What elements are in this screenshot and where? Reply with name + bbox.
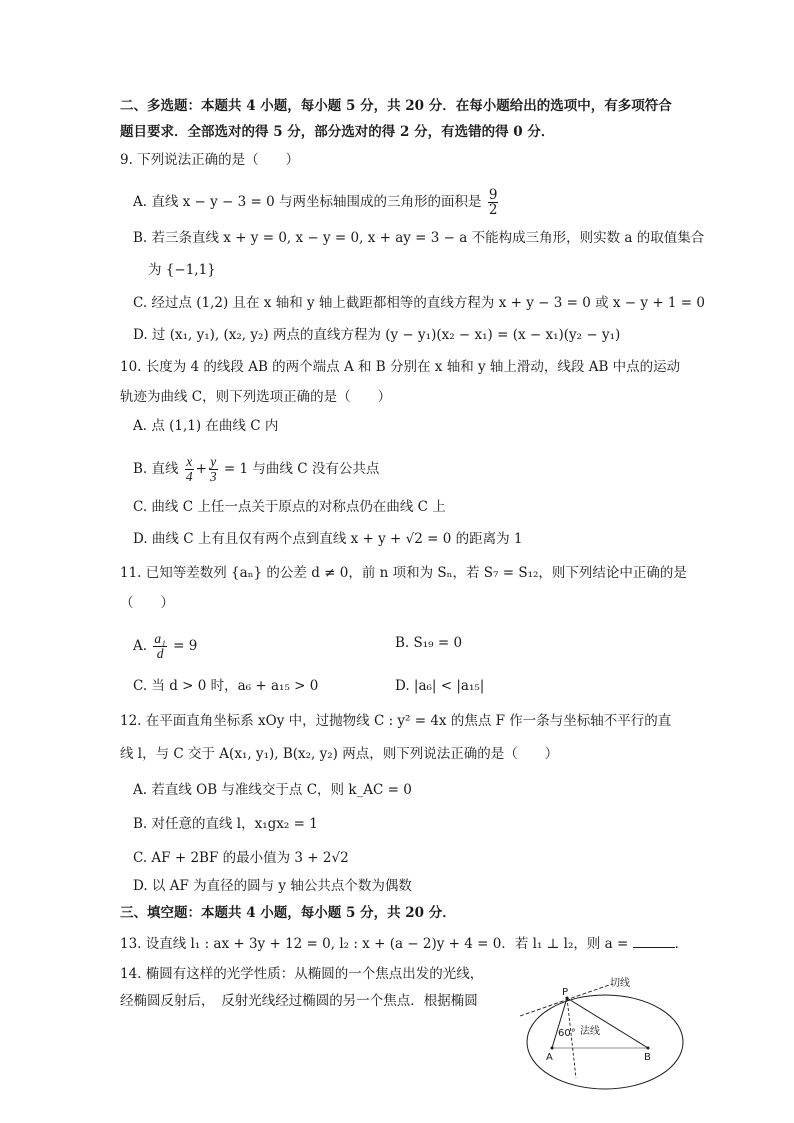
q10-option-b-post: = 1 与曲线 C 没有公共点 bbox=[223, 461, 380, 477]
q11-option-a-pre: A. bbox=[133, 638, 148, 654]
q14-line2: 经椭圆反射后， 反射光线经过椭圆的另一个焦点．根据椭圆 bbox=[120, 993, 478, 1009]
label-angle: 60° bbox=[558, 1028, 576, 1039]
label-b: B bbox=[644, 1052, 651, 1063]
q9-stem: 9. 下列说法正确的是（ ） bbox=[120, 152, 300, 168]
q11-option-c: C. 当 d > 0 时，a₆ + a₁₅ > 0 bbox=[133, 678, 319, 694]
section3-header: 三、填空题：本题共 4 小题，每小题 5 分，共 20 分． bbox=[120, 905, 456, 921]
label-a: A bbox=[546, 1052, 553, 1063]
q10-option-b-fraction-y-num: y bbox=[210, 454, 217, 469]
q10-option-d: D. 曲线 C 上有且仅有两个点到直线 x + y + √2 = 0 的距离为 1 bbox=[133, 531, 523, 547]
q12-stem-line2: 线 l，与 C 交于 A(x₁, y₁), B(x₂, y₂) 两点，则下列说法正确的是（ ） bbox=[120, 746, 559, 762]
q10-stem-line2: 轨迹为曲线 C，则下列选项正确的是（ ） bbox=[120, 389, 392, 405]
q10-option-b bbox=[133, 455, 379, 484]
q12-option-b: B. 对任意的直线 l，x₁gx₂ = 1 bbox=[133, 816, 318, 832]
q10-option-b-fraction-x-num: x bbox=[186, 454, 193, 469]
ellipse-reflection-figure bbox=[510, 970, 690, 1095]
q9-option-a-denominator: 2 bbox=[488, 202, 498, 218]
section2-header-line2: 题目要求．全部选对的得 5 分，部分选对的得 2 分，有选错的得 0 分． bbox=[120, 124, 555, 140]
q11-option-a-fraction bbox=[153, 632, 166, 661]
q9-option-a-fraction bbox=[488, 188, 499, 217]
ellipse-shape bbox=[527, 995, 683, 1089]
q9-option-d: D. 过 (x₁, y₁), (x₂, y₂) 两点的直线方程为 (y − y₁)(x₂ − x₁) = (x − x₁)(y₂ − y₁) bbox=[133, 327, 621, 343]
q12-option-a: A. 若直线 OB 与准线交于点 C，则 k_AC = 0 bbox=[133, 782, 412, 798]
q13-text bbox=[120, 933, 688, 954]
q10-option-b-fraction-y-den: 3 bbox=[209, 469, 217, 484]
q11-option-a-numerator: a₁ bbox=[154, 631, 166, 646]
q10-option-b-fraction-x bbox=[185, 455, 194, 484]
ray-pb bbox=[567, 998, 648, 1048]
q10-option-b-fraction-y bbox=[209, 455, 218, 484]
label-p: P bbox=[562, 987, 569, 998]
label-normal: 法线 bbox=[580, 1026, 600, 1037]
q11-stem-line2: （ ） bbox=[120, 595, 174, 611]
ray-pa bbox=[552, 998, 567, 1048]
q9-option-a bbox=[133, 188, 500, 217]
q10-option-b-pre: B. 直线 bbox=[133, 461, 179, 477]
point-b bbox=[647, 1047, 650, 1050]
q11-option-b: B. S₁₉ = 0 bbox=[395, 635, 463, 651]
q13-statement: 13. 设直线 l₁ : ax + 3y + 12 = 0, l₂ : x + (a − 2)y + 4 = 0．若 l₁ ⊥ l₂，则 a = bbox=[120, 936, 629, 952]
q9-option-a-text: A. 直线 x − y − 3 = 0 与两坐标轴围成的三角形的面积是 bbox=[133, 194, 482, 210]
q12-option-c: C. AF + 2BF 的最小值为 3 + 2√2 bbox=[133, 850, 349, 866]
q9-option-a-numerator: 9 bbox=[488, 187, 498, 203]
label-tangent: 切线 bbox=[610, 978, 630, 989]
q10-option-b-plus: + bbox=[195, 461, 207, 477]
q14-line1: 14. 椭圆有这样的光学性质：从椭圆的一个焦点出发的光线， bbox=[120, 966, 484, 982]
q13-answer-blank[interactable] bbox=[633, 933, 675, 948]
q10-stem-line1: 10. 长度为 4 的线段 AB 的两个端点 A 和 B 分别在 x 轴和 y 轴上滑动，线段 AB 中点的运动 bbox=[120, 359, 681, 375]
q10-option-a: A. 点 (1,1) 在曲线 C 内 bbox=[133, 418, 279, 434]
q11-option-a-denominator: d bbox=[156, 646, 164, 661]
q10-option-c: C. 曲线 C 上任一点关于原点的对称点仍在曲线 C 上 bbox=[133, 499, 446, 515]
q9-option-c: C. 经过点 (1,2) 且在 x 轴和 y 轴上截距都相等的直线方程为 x + y − 3 = 0 或 x − y + 1 = 0 bbox=[133, 295, 705, 311]
q12-stem-line1: 12. 在平面直角坐标系 xOy 中，过抛物线 C : y² = 4x 的焦点 F 作一条与坐标轴不平行的直 bbox=[120, 713, 672, 729]
q11-option-a-post: = 9 bbox=[173, 638, 198, 654]
point-a bbox=[551, 1047, 554, 1050]
q11-option-a bbox=[133, 632, 197, 661]
q9-option-b-line2: 为 {−1,1} bbox=[148, 262, 216, 278]
section2-header-line1: 二、多选题：本题共 4 小题，每小题 5 分，共 20 分．在每小题给出的选项中，有多项符合 bbox=[120, 98, 672, 114]
q12-option-d: D. 以 AF 为直径的圆与 y 轴公共点个数为偶数 bbox=[133, 878, 412, 894]
q10-option-b-fraction-x-den: 4 bbox=[185, 469, 193, 484]
q13-end: ． bbox=[674, 936, 689, 952]
q9-option-b-line1: B. 若三条直线 x + y = 0, x − y = 0, x + ay = 3 − a 不能构成三角形，则实数 a 的取值集合 bbox=[133, 230, 705, 246]
q11-stem-line1: 11. 已知等差数列 {aₙ} 的公差 d ≠ 0，前 n 项和为 Sₙ，若 S₇ = S₁₂，则下列结论中正确的是 bbox=[120, 565, 687, 581]
q11-option-d: D. |a₆| < |a₁₅| bbox=[395, 678, 485, 694]
